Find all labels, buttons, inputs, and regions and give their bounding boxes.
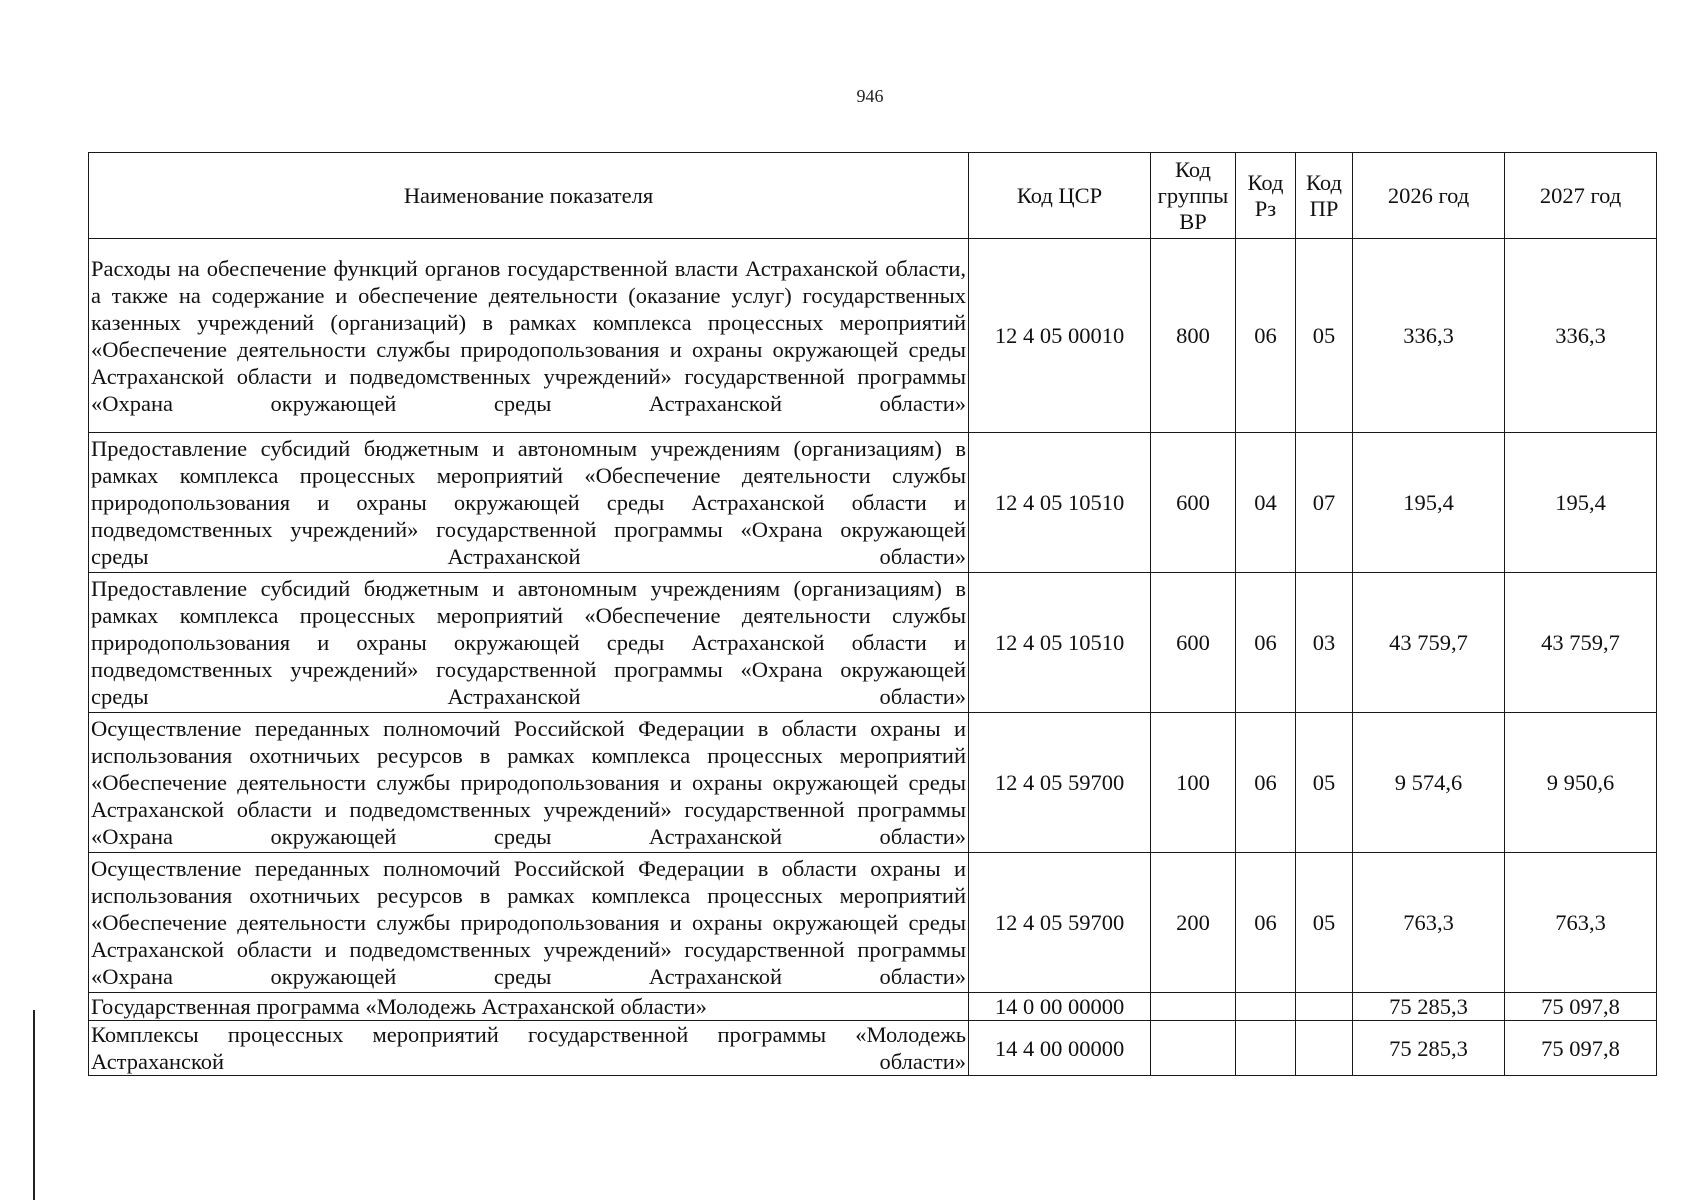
row-2026: 763,3 <box>1353 853 1505 993</box>
row-rz <box>1236 1021 1296 1076</box>
row-2027: 195,4 <box>1505 433 1657 573</box>
row-pr: 07 <box>1296 433 1353 573</box>
row-name: Осуществление переданных полномочий Российской Федерации в области охраны и использования охотничьих ресурсов в рамках комплекса процессных мероприятий «Обеспечение деятельности службы природопользования и охраны окружающей среды Астраханской области и подведомственных учреждений» государственной программы «Охрана окружающей среды Астраханской области» <box>89 713 969 853</box>
table-header-row <box>89 153 1657 239</box>
table-row <box>89 433 1657 573</box>
row-2026: 195,4 <box>1353 433 1505 573</box>
header-rz: Код Рз <box>1236 153 1296 239</box>
row-name: Предоставление субсидий бюджетным и автономным учреждениям (организациям) в рамках комплекса процессных мероприятий «Обеспечение деятельности службы природопользования и охраны окружающей среды Астраханской области и подведомственных учреждений» государственной программы «Охрана окружающей среды Астраханской области» <box>89 433 969 573</box>
header-csr: Код ЦСР <box>969 153 1151 239</box>
header-pr: Код ПР <box>1296 153 1353 239</box>
header-name: Наименование показателя <box>89 153 969 239</box>
table-row <box>89 853 1657 993</box>
row-vr: 600 <box>1151 573 1236 713</box>
row-2027: 75 097,8 <box>1505 993 1657 1021</box>
row-vr <box>1151 993 1236 1021</box>
row-pr: 05 <box>1296 239 1353 433</box>
header-2027: 2027 год <box>1505 153 1657 239</box>
row-csr: 12 4 05 00010 <box>969 239 1151 433</box>
scan-edge-line <box>33 1010 35 1200</box>
row-name: Расходы на обеспечение функций органов государственной власти Астраханской области, а также на содержание и обеспечение деятельности (оказание услуг) государственных казенных учреждений (организаций) в рамках комплекса процессных мероприятий «Обеспечение деятельности службы природопользования и охраны окружающей среды Астраханской области и подведомственных учреждений» государственной программы «Охрана окружающей среды Астраханской области» <box>89 239 969 433</box>
row-2026: 75 285,3 <box>1353 1021 1505 1076</box>
row-csr: 14 0 00 00000 <box>969 993 1151 1021</box>
table-row <box>89 713 1657 853</box>
table-row <box>89 573 1657 713</box>
header-vr: Код группы ВР <box>1151 153 1236 239</box>
table-row <box>89 993 1657 1021</box>
row-pr: 05 <box>1296 853 1353 993</box>
row-2026: 9 574,6 <box>1353 713 1505 853</box>
row-csr: 12 4 05 59700 <box>969 713 1151 853</box>
row-name: Предоставление субсидий бюджетным и автономным учреждениям (организациям) в рамках комплекса процессных мероприятий «Обеспечение деятельности службы природопользования и охраны окружающей среды Астраханской области и подведомственных учреждений» государственной программы «Охрана окружающей среды Астраханской области» <box>89 573 969 713</box>
row-2026: 336,3 <box>1353 239 1505 433</box>
row-2026: 75 285,3 <box>1353 993 1505 1021</box>
row-vr: 800 <box>1151 239 1236 433</box>
row-name: Государственная программа «Молодежь Астраханской области» <box>89 993 969 1021</box>
row-rz: 06 <box>1236 713 1296 853</box>
row-name: Осуществление переданных полномочий Российской Федерации в области охраны и использования охотничьих ресурсов в рамках комплекса процессных мероприятий «Обеспечение деятельности службы природопользования и охраны окружающей среды Астраханской области и подведомственных учреждений» государственной программы «Охрана окружающей среды Астраханской области» <box>89 853 969 993</box>
row-name: Комплексы процессных мероприятий государственной программы «Молодежь Астраханской области» <box>89 1021 969 1076</box>
table-row <box>89 239 1657 433</box>
row-rz: 06 <box>1236 573 1296 713</box>
row-rz: 06 <box>1236 239 1296 433</box>
row-2027: 43 759,7 <box>1505 573 1657 713</box>
row-2027: 9 950,6 <box>1505 713 1657 853</box>
row-2027: 75 097,8 <box>1505 1021 1657 1076</box>
header-2026: 2026 год <box>1353 153 1505 239</box>
row-pr <box>1296 993 1353 1021</box>
row-pr: 03 <box>1296 573 1353 713</box>
row-rz: 04 <box>1236 433 1296 573</box>
row-rz <box>1236 993 1296 1021</box>
row-rz: 06 <box>1236 853 1296 993</box>
row-2027: 336,3 <box>1505 239 1657 433</box>
row-pr: 05 <box>1296 713 1353 853</box>
row-vr: 200 <box>1151 853 1236 993</box>
row-csr: 12 4 05 10510 <box>969 433 1151 573</box>
budget-table <box>88 152 1657 1076</box>
row-csr: 12 4 05 10510 <box>969 573 1151 713</box>
table-row <box>89 1021 1657 1076</box>
row-2026: 43 759,7 <box>1353 573 1505 713</box>
row-2027: 763,3 <box>1505 853 1657 993</box>
row-vr: 100 <box>1151 713 1236 853</box>
page-number: 946 <box>856 86 884 106</box>
row-csr: 14 4 00 00000 <box>969 1021 1151 1076</box>
row-vr <box>1151 1021 1236 1076</box>
row-pr <box>1296 1021 1353 1076</box>
row-csr: 12 4 05 59700 <box>969 853 1151 993</box>
row-vr: 600 <box>1151 433 1236 573</box>
